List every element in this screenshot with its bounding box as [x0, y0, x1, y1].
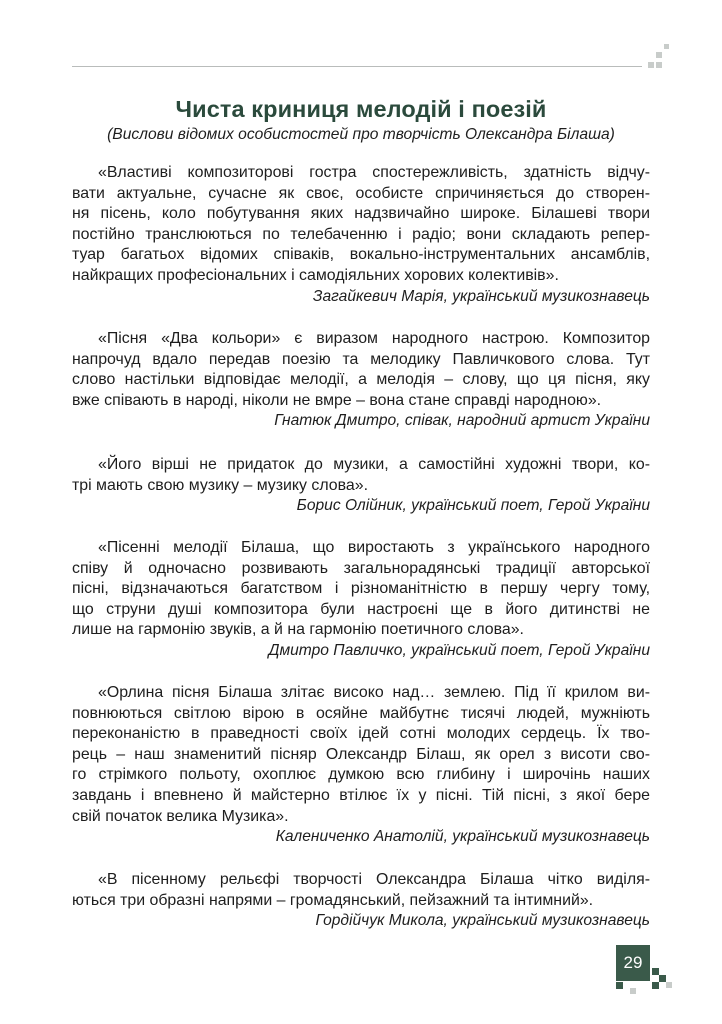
quote-author: Борис Олійник, український поет, Герой України	[296, 497, 650, 515]
page-title: Чиста криниця мелодій і поезій	[175, 96, 547, 122]
quote-author: Гнатюк Дмитро, співак, народний артист України	[274, 412, 650, 430]
quote-line: ються три образні напрями – громадянський, пейзажний та інтимний».	[72, 891, 594, 909]
quote-block	[72, 163, 650, 308]
quote-line: свій початок велика Музика».	[72, 807, 289, 825]
quote-line: переконаністю в праведності своїх ідей сотні молодих сердець. Їх тво-	[72, 725, 650, 743]
quote-block	[72, 455, 650, 517]
top-rule	[72, 66, 642, 67]
quote-line: напрочуд вдало передав поезію та мелодику Павличкового слова. Тут	[72, 350, 650, 368]
quote-line: завдань і впевнено й майстерно втілює їх у пісні. Тій пісні, з якої бере	[72, 786, 650, 804]
quote-line: го стрімкого польоту, охоплює думкою всю глибину і широчінь наших	[72, 766, 650, 784]
quote-line: туар багатьох відомих співаків, вокально-інструментальних ансамблів,	[72, 246, 650, 264]
quote-line: вати актуальне, сучасне як своє, особисте спричиняється до створен-	[72, 184, 650, 202]
quote-line: найкращих професіональних і самодіяльних хорових колективів».	[72, 266, 559, 284]
quote-block	[72, 538, 650, 662]
quote-line: «Його вірші не придаток до музики, а самостійні художні твори, ко-	[98, 456, 650, 473]
quote-author: Калениченко Анатолій, український музикознавець	[275, 828, 650, 846]
quote-line: трі мають свою музику – музику слова».	[72, 476, 368, 494]
page-subtitle: (Вислови відомих особистостей про творчість Олександра Білаша)	[107, 126, 615, 143]
quote-line: «Орлина пісня Білаша злітає високо над… землею. Під її крилом ви-	[98, 684, 650, 701]
quote-line: слово настільки відповідає мелодії, а мелодія – слову, що ця пісня, яку	[72, 371, 650, 389]
quote-line: «Пісня «Два кольори» є виразом народного настрою. Композитор	[98, 330, 650, 347]
quote-author: Дмитро Павличко, український поет, Герой України	[268, 641, 650, 659]
quote-author: Загайкевич Марія, український музикознавець	[312, 287, 650, 305]
quote-line: «Пісенні мелодії Білаша, що виростають з українського народного	[98, 539, 650, 556]
quote-line: лише на гармонію звуків, а й на гармонію поетичного слова».	[72, 621, 524, 639]
page-number: 29	[616, 945, 650, 981]
quote-line: що струни душі композитора були настроєні ще в його дитинстві не	[72, 600, 650, 618]
quote-line: вже співають в народі, ніколи не вмре – вона стане справді народною».	[72, 391, 602, 409]
quote-line: ня пісень, коло побутування яких надзвичайно широке. Білашеві твори	[72, 205, 650, 223]
quote-block	[72, 683, 650, 848]
quote-line: рець – наш знаменитий пісняр Олександр Білаш, як орел з висоти сво-	[72, 745, 650, 763]
quote-author: Гордійчук Микола, український музикознавець	[315, 912, 650, 930]
quote-block	[72, 870, 650, 932]
quote-line: повнюються світлою вірою в осяйне майбутнє тисячі людей, мужніють	[72, 704, 650, 722]
quote-line: «В пісенному рельєфі творчості Олександра Білаша чітко виділя-	[98, 871, 650, 888]
quote-line: пісні, відзначаються багатством і різноманітністю в першу чергу тому,	[72, 580, 650, 598]
quote-line: постійно транслюються по телебаченню і радіо; вони складають репер-	[72, 225, 650, 243]
quote-block	[72, 329, 650, 432]
quote-line: «Властиві композиторові гостра спостережливість, здатність відчу-	[98, 164, 650, 181]
quote-line: співу й одночасно розвивають загальнорадянські традиції авторської	[72, 559, 650, 577]
